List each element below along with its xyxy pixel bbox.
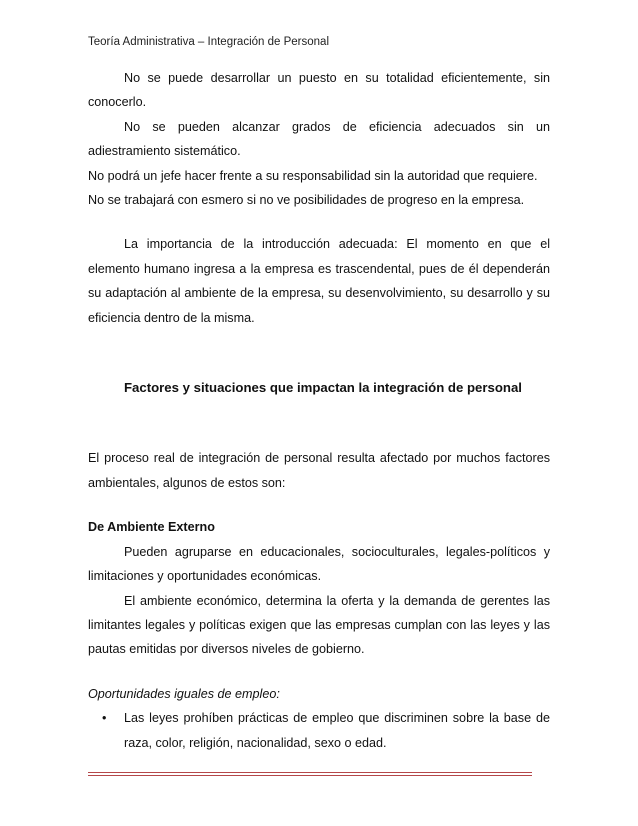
list-item [88, 706, 550, 755]
footer-rule-thin [88, 775, 532, 776]
paragraph: No podrá un jefe hacer frente a su responsabilidad sin la autoridad que requiere. [88, 168, 538, 183]
bullet-icon: • [102, 711, 107, 726]
paragraph: Pueden agruparse en educacionales, socioculturales, legales-políticos y limitaciones y oportunidades económicas. [88, 544, 550, 584]
paragraph: No se pueden alcanzar grados de eficiencia adecuados sin un adiestramiento sistemático. [88, 119, 550, 159]
page-header: Teoría Administrativa – Integración de Personal [88, 36, 329, 48]
italic-label: Oportunidades iguales de empleo: [88, 686, 280, 701]
intro-paragraph: El proceso real de integración de personal resulta afectado por muchos factores ambientales, algunos de estos son: [88, 451, 550, 490]
footer-rule [88, 772, 532, 773]
importance-paragraph: La importancia de la introducción adecuada: El momento en que el elemento humano ingresa a la empresa es trascendental, pues de él dependerán su adaptación al ambiente de la empresa, su desenvolvimiento, su desarrollo y su eficiencia dentro de la misma. [88, 237, 550, 325]
paragraph: No se trabajará con esmero si no ve posibilidades de progreso en la empresa. [88, 193, 525, 208]
paragraph: No se puede desarrollar un puesto en su totalidad eficientemente, sin conocerlo. [88, 71, 550, 110]
subheading: De Ambiente Externo [88, 520, 215, 535]
paragraph: El ambiente económico, determina la oferta y la demanda de gerentes las limitantes legales y políticas exigen que las empresas cumplan con las leyes y las pautas emitidas por diversos niveles de gobierno. [88, 593, 550, 657]
list-item-text: Las leyes prohíben prácticas de empleo que discriminen sobre la base de raza, color, religión, nacionalidad, sexo o edad. [124, 711, 550, 750]
bullet-list [88, 706, 550, 755]
section-heading: Factores y situaciones que impactan la integración de personal [124, 380, 522, 396]
document-body [88, 66, 550, 755]
